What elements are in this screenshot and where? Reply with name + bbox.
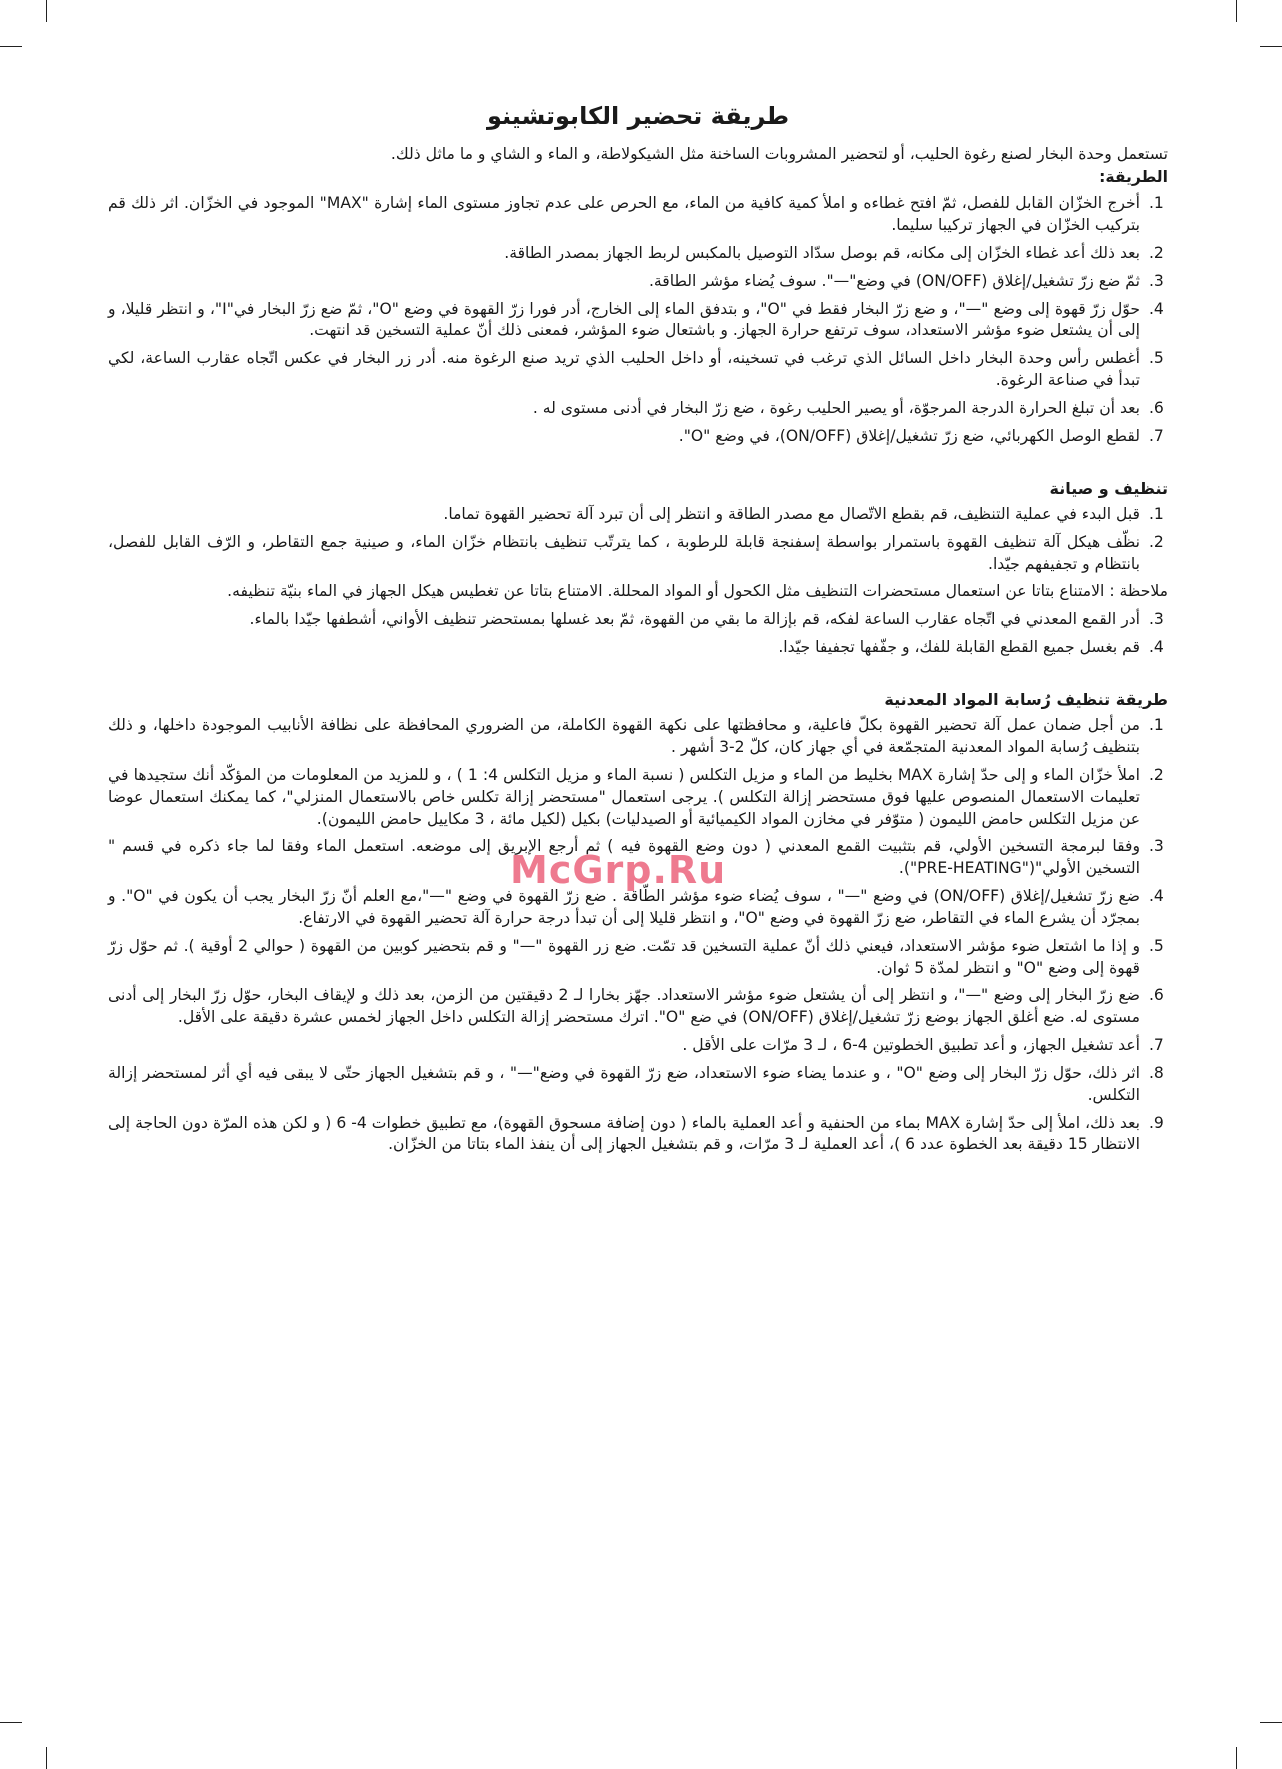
cleaning-heading: تنظيف و صيانة <box>1049 478 1168 498</box>
list-item: 4. ضع زرّ تشغيل/إغلاق (ON/OFF) في وضع "—" ، سوف يُضاء ضوء مؤشر الطّاقة . ضع زرّ القهوة في وضع "—"،مع العلم أنّ زرّ البخار يجب أن يكون في "O". و بمجرّد أن يشرع الماء في التقاطر، ضع زرّ القهوة في وضع "O"، و انتظر قليلا إلى أن تبدأ درجة حرارة آلة تحضير القهوة في الارتفاع. <box>108 886 1144 930</box>
list-item: 6. ضع زرّ البخار إلى وضع "—"، و انتظر إلى أن يشتعل ضوء مؤشر الاستعداد. جهّز بخارا لـ 2 دقيقتين من الزمن، بعد ذلك و لإيقاف البخار، حوّل زرّ البخار إلى أدنى مستوى له. ضع أغلق الجهاز بوضع زرّ تشغيل/إغلاق (ON/OFF) في ضع "O". اترك مستحضر إزالة التكلس داخل الجهاز لخمس عشرة دقيقة على الأقل. <box>108 985 1144 1029</box>
list-item: 3. أدر القمع المعدني في اتّجاه عقارب الساعة لفكه، قم بإزالة ما بقي من القهوة، ثمّ بعد غسلها بمستحضر تنظيف الأواني، أشطفها جيّدا بالماء. <box>108 609 1144 631</box>
watermark: McGrp.Ru <box>510 848 727 892</box>
method-label: الطريقة: <box>1099 168 1168 187</box>
list-item: 8. اثر ذلك، حوّل زرّ البخار إلى وضع "O" ، و عندما يضاء ضوء الاستعداد، ضع زرّ القهوة في وضع"—" ، و قم بتشغيل الجهاز حتّى لا يبقى فيه أي أثر لمستحضر إزالة التكلس. <box>108 1063 1144 1107</box>
crop-mark <box>46 0 47 22</box>
crop-mark <box>0 1722 22 1723</box>
list-item: 9. بعد ذلك، املأ إلى حدّ إشارة MAX بماء من الحنفية و أعد العملية بالماء ( دون إضافة مسحوق القهوة)، مع تطبيق خطوات 4- 6 ( و لكن هذه المرّة دون الحاجة إلى الانتظار 15 دقيقة بعد الخطوة عدد 6 )، أعد العملية لـ 3 مرّات، و قم بتشغيل الجهاز إلى أن ينفذ الماء بتاتا من الخزّان. <box>108 1113 1144 1157</box>
list-item: 5. و إذا ما اشتعل ضوء مؤشر الاستعداد، فيعني ذلك أنّ عملية التسخين قد تمّت. ضع زر القهوة "—" و قم بتحضير كوبين من القهوة ( حوالي 2 أوقية ). ثم حوّل زرّ قهوة إلى وضع "O" و انتظر لمدّة 5 ثوان. <box>108 936 1144 980</box>
list-item: 2. املأ خزّان الماء و إلى حدّ إشارة MAX بخليط من الماء و مزيل التكلس ( نسبة الماء و مزيل التكلس 4: 1 ) ، و للمزيد من المعلومات من المؤكّد أنك ستجيدها في تعليمات الاستعمال المنصوص عليها فوق مستحضر إزالة التكلس ). يرجى استعمال "مستحضر إزالة تكلس خاص بالاستعمال المنزلي"، كما يمكنك استعمال عوضا عن مزيل التكلس حامض الليمون ( متوّفر في مخازن المواد الكيميائية أو الصيدليات) بكيل (لكيل مائة ، 3 مكاييل حامض الليمون). <box>108 765 1144 830</box>
crop-mark <box>0 46 22 47</box>
crop-mark <box>46 1747 47 1769</box>
list-item: 1. أخرج الخزّان القابل للفصل، ثمّ افتح غطاءه و املأ كمية كافية من الماء، مع الحرص على عدم تجاوز مستوى الماء إشارة "MAX" الموجود في الخزّان. اثر ذلك قم بتركيب الخزّان في الجهاز تركيبا سليما. <box>108 193 1144 237</box>
cleaning-note: ملاحظة : الامتناع بتاتا عن استعمال مستحضرات التنظيف مثل الكحول أو المواد المحللة. الامتناع بتاتا عن تغطيس هيكل الجهاز في الماء بنيّة تنظيفه. <box>227 582 1168 601</box>
list-item: 3. ثمّ ضع زرّ تشغيل/إغلاق (ON/OFF) في وضع"—". سوف يُضاء مؤشر الطاقة. <box>108 271 1144 293</box>
intro-paragraph: تستعمل وحدة البخار لصنع رغوة الحليب، أو لتحضير المشروبات الساخنة مثل الشيكولاطة، و الماء و الشاي و ما ماثل ذلك. <box>390 144 1168 163</box>
method-steps <box>108 193 1168 447</box>
list-item: 7. لقطع الوصل الكهربائي، ضع زرّ تشغيل/إغلاق (ON/OFF)، في وضع "O". <box>108 426 1144 448</box>
document-page <box>108 100 1168 1162</box>
list-item: 6. بعد أن تبلغ الحرارة الدرجة المرجوّة، أو يصير الحليب رغوة ، ضع زرّ البخار في أدنى مستوى له . <box>108 398 1144 420</box>
cleaning-steps-continued <box>108 609 1168 659</box>
cleaning-steps <box>108 504 1168 575</box>
list-item: 1. قبل البدء في عملية التنظيف، قم بقطع الاتّصال مع مصدر الطاقة و انتظر إلى أن تبرد آلة تحضير القهوة تماما. <box>108 504 1144 526</box>
list-item: 2. نظّف هيكل آلة تنظيف القهوة باستمرار بواسطة إسفنجة قابلة للرطوبة ، كما يترتّب تنظيف بانتظام خزّان الماء، و صينية جمع التقاطر، و الرّف القابل للفصل، بانتظام و تجفيفهم جيّدا. <box>108 532 1144 576</box>
list-item: 4. حوّل زرّ قهوة إلى وضع "—"، و ضع زرّ البخار فقط في "O"، و بتدفق الماء إلى الخارج، أدر فورا زرّ القهوة في وضع "O"، ثمّ ضع زرّ البخار في"I"، و انتظر قليلا، و إلى أن يشتعل ضوء مؤشر الاستعداد، سوف ترتفع حرارة الجهاز. و باشتعال ضوء المؤشر، فمعنى ذلك أنّ عملية التسخين قد انتهت. <box>108 299 1144 343</box>
descale-steps <box>108 715 1168 1156</box>
crop-mark <box>1260 46 1282 47</box>
list-item: 3. وفقا لبرمجة التسخين الأولي، قم بتثبيت القمع المعدني ( دون وضع القهوة فيه ) ثم أرجع الإبريق إلى موضعه. استعمل الماء وفقا لما جاء ذكره في قسم " التسخين الأولي"("PRE-HEATING"). <box>108 836 1144 880</box>
crop-mark <box>1236 0 1237 22</box>
list-item: 5. أغطس رأس وحدة البخار داخل السائل الذي ترغب في تسخينه، أو داخل الحليب الذي تريد صنع الرغوة منه. أدر زر البخار في عكس اتّجاه عقارب الساعة، لكي تبدأ في صناعة الرغوة. <box>108 348 1144 392</box>
list-item: 1. من أجل ضمان عمل آلة تحضير القهوة بكلّ فاعلية، و محافظتها على نكهة القهوة الكاملة، من الضروري المحافظة على نظافة الأنابيب الموجودة داخلها، و ذلك بتنظيف رُسابة المواد المعدنية المتجمّعة في أي جهاز كان، كلّ 2-3 أشهر . <box>108 715 1144 759</box>
page-title: طريقة تحضير الكابوتشينو <box>486 102 790 130</box>
list-item: 2. بعد ذلك أعد غطاء الخزّان إلى مكانه، قم بوصل سدّاد التوصيل بالمكبس لربط الجهاز بمصدر الطاقة. <box>108 243 1144 265</box>
list-item: 4. قم بغسل جميع القطع القابلة للفك، و جفّفها تجفيفا جيّدا. <box>108 637 1144 659</box>
crop-mark <box>1236 1747 1237 1769</box>
descale-heading: طريقة تنظيف رُسابة المواد المعدنية <box>884 689 1168 709</box>
crop-mark <box>1260 1722 1282 1723</box>
list-item: 7. أعد تشغيل الجهاز، و أعد تطبيق الخطوتين 4-6 ، لـ 3 مرّات على الأقل . <box>108 1035 1144 1057</box>
